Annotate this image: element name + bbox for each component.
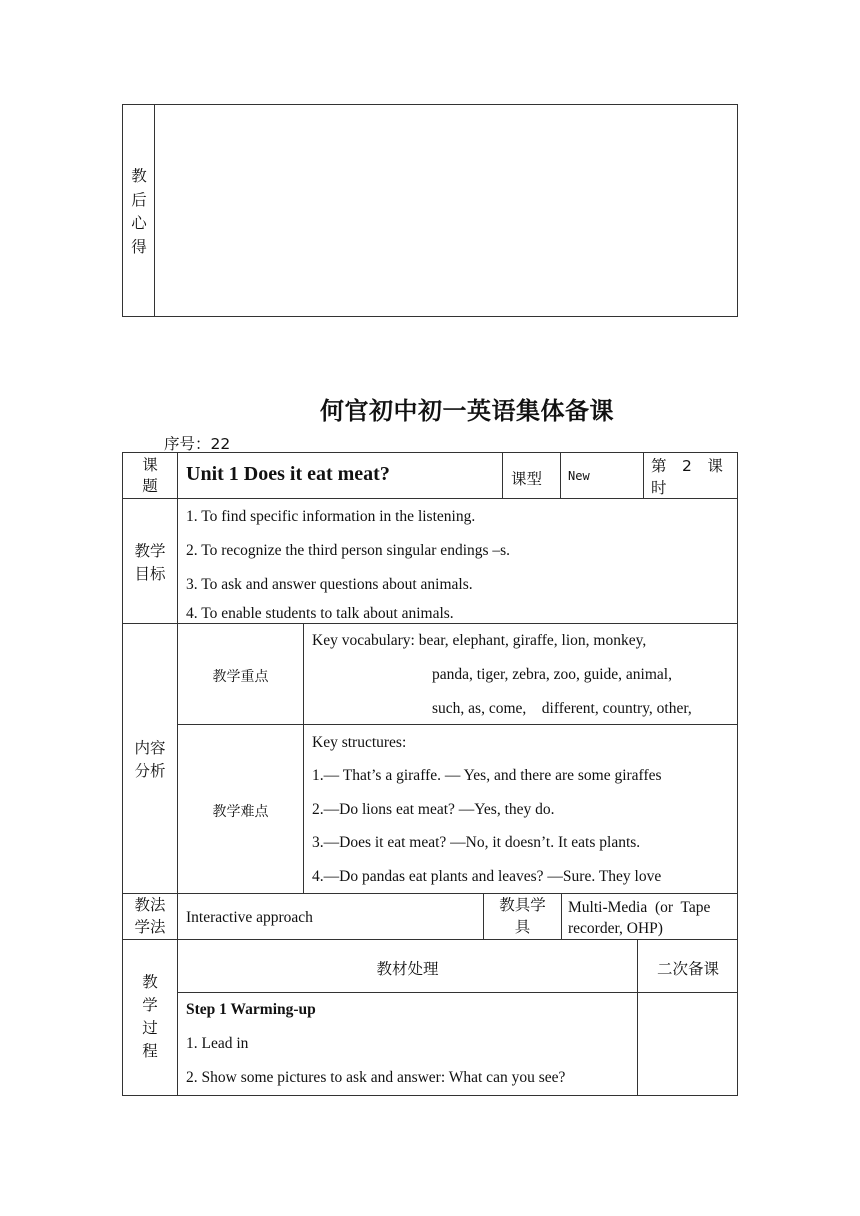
topic-label-top: 课 (142, 456, 158, 474)
process-label (123, 971, 177, 1063)
objective-item: 1. To find specific information in the listening. (186, 508, 476, 525)
lesson-period-top: 第 2 课 (651, 457, 723, 475)
key-points-line: Key vocabulary: bear, elephant, giraffe, lion, monkey, (312, 632, 647, 649)
teaching-aids-label-bottom: 具 (514, 918, 531, 936)
material-header: 教材处理 (376, 960, 439, 978)
topic-label (123, 455, 177, 497)
lesson-type-value: New (568, 469, 590, 483)
content-analysis-label-top: 内容 (134, 739, 166, 757)
key-points-line: such, as, come, different, country, other, (432, 700, 692, 717)
reflection-label-char: 后 (131, 190, 147, 209)
second-prep-header: 二次备课 (656, 960, 719, 978)
reflection-label (124, 165, 154, 259)
methods-label-top: 教法 (134, 896, 166, 914)
lesson-period (651, 455, 733, 499)
reflection-label-char: 心 (131, 214, 147, 232)
process-label-char: 过 (142, 1019, 158, 1037)
objective-item: 2. To recognize the third person singular endings –s. (186, 542, 511, 559)
difficulties-line: 1.— That’s a giraffe. — Yes, and there are some giraffes (312, 767, 662, 784)
key-points-label: 教学重点 (212, 669, 269, 685)
difficulties-line: 4.—Do pandas eat plants and leaves? —Sure. They love (312, 868, 662, 885)
difficulties-line: 3.—Does it eat meat? —No, it doesn’t. It eats plants. (312, 834, 641, 851)
objective-item: 3. To ask and answer questions about animals. (186, 576, 473, 593)
methods-value: Interactive approach (186, 909, 313, 926)
methods-label (123, 894, 177, 938)
page-title: 何官初中初一英语集体备课 (320, 397, 614, 425)
serial-number: 序号：22 (164, 435, 231, 453)
difficulties-label: 教学难点 (212, 804, 269, 820)
lesson-topic: Unit 1 Does it eat meat? (186, 463, 390, 485)
key-points-line: panda, tiger, zebra, zoo, guide, animal, (432, 666, 672, 683)
content-analysis-label (123, 737, 177, 783)
reflection-label-char: 教 (131, 167, 147, 185)
step-title: Step 1 Warming-up (186, 1001, 316, 1018)
process-label-char: 学 (142, 996, 158, 1014)
objectives-label (123, 540, 177, 586)
teaching-aids-label (484, 894, 561, 938)
teaching-aids-label-top: 教具学 (499, 896, 546, 914)
step-item: 1. Lead in (186, 1035, 249, 1052)
process-label-char: 程 (142, 1042, 158, 1060)
teaching-aids-line: recorder, OHP) (568, 920, 663, 937)
teaching-aids-line: Multi-Media (or Tape (568, 899, 711, 916)
step-item: 2. Show some pictures to ask and answer: What can you see? (186, 1069, 566, 1086)
methods-label-bottom: 学法 (134, 918, 166, 936)
lesson-period-bottom: 时 (651, 479, 667, 497)
reflection-table (122, 104, 738, 317)
reflection-table-divider (154, 104, 155, 317)
objective-item: 4. To enable students to talk about animals. (186, 605, 454, 622)
topic-label-bottom: 题 (142, 477, 158, 495)
process-label-char: 教 (142, 973, 158, 991)
difficulties-line: Key structures: (312, 734, 407, 751)
lesson-type-label: 课型 (511, 470, 543, 488)
reflection-label-char: 得 (131, 237, 147, 256)
teaching-aids-value (568, 897, 710, 939)
objectives-label-top: 教学 (134, 542, 166, 560)
difficulties-line: 2.—Do lions eat meat? —Yes, they do. (312, 801, 555, 818)
objectives-label-bottom: 目标 (134, 565, 166, 583)
content-analysis-label-bottom: 分析 (134, 762, 166, 780)
